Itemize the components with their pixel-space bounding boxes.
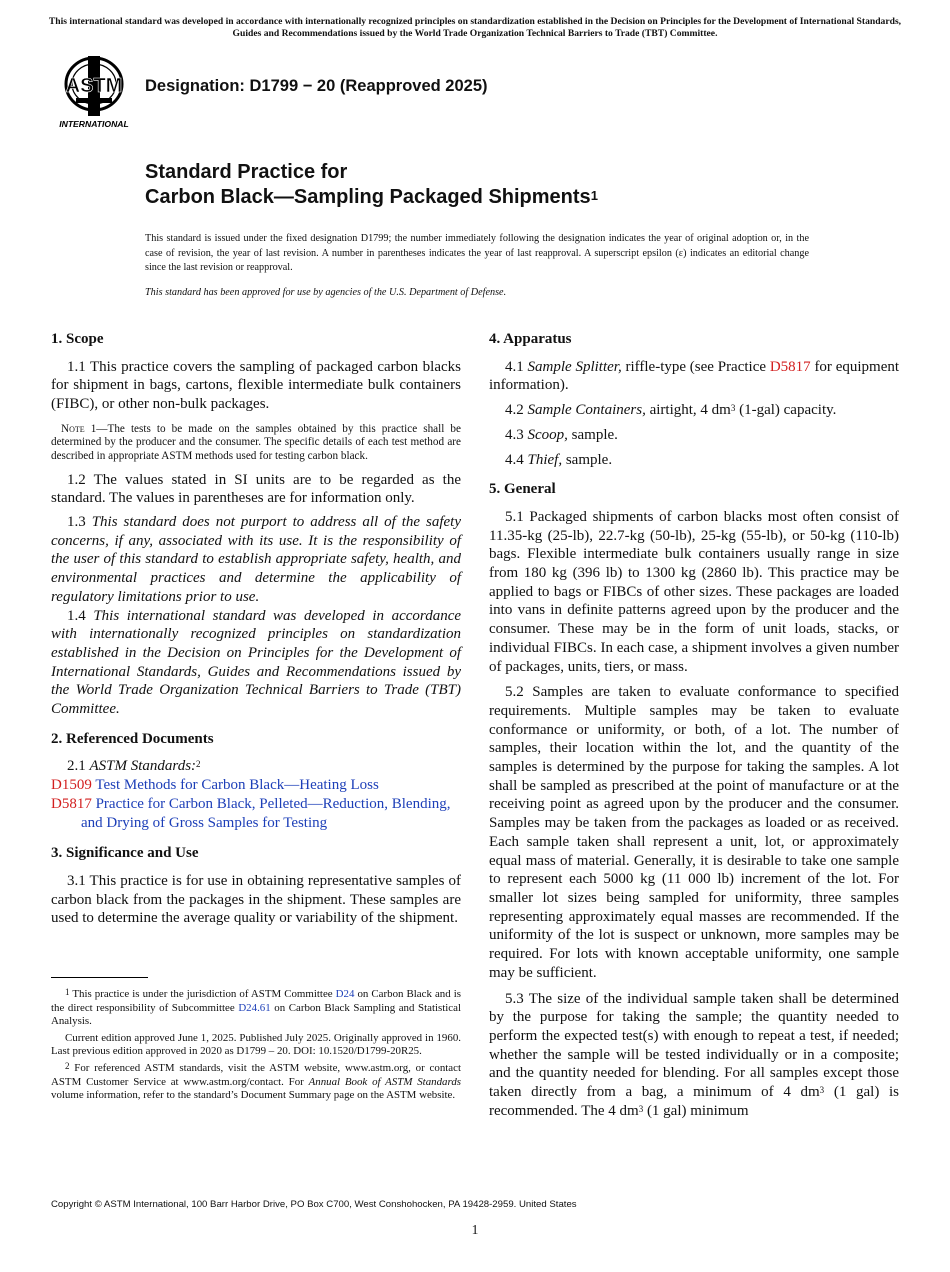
- para-2-1: [51, 757, 461, 776]
- para-4-4: [489, 451, 899, 470]
- para-4-3: [489, 426, 899, 445]
- title-footnote-marker: 1: [590, 188, 598, 203]
- para-4-1-text-a: riffle-type (see Practice: [625, 358, 767, 375]
- para-5-3-text-a: 5.3 The size of the individual sample taken shall be determined by the purpose for taking the sample; the quantity needed to perform the expected test(s) with enough to repeat a test, if needed; whether the sample will be tested individually or in a composite; and the quantity needed for blending. For all samples except those taken directly from a bag, a minimum of 4 dm: [489, 990, 899, 1101]
- section-2-heading: 2. Referenced Documents: [51, 730, 214, 747]
- left-column: [51, 330, 461, 928]
- title-line-1: Standard Practice for: [145, 161, 348, 183]
- title-text: Carbon Black—Sampling Packaged Shipments: [145, 186, 591, 208]
- para-5-3-superscript-1: 3: [819, 1085, 825, 1096]
- para-4-4-number: 4.4: [505, 451, 524, 468]
- footnote-2-label: 2: [65, 1060, 70, 1071]
- para-4-2-text-b: (1-gal) capacity.: [739, 402, 837, 419]
- section-1-heading: 1. Scope: [51, 331, 104, 347]
- para-1-4: [51, 607, 461, 719]
- para-4-1-number: 4.1: [505, 358, 524, 375]
- document-title: [145, 160, 598, 210]
- footnote-2-marker: 2: [196, 759, 201, 770]
- para-4-1: [489, 358, 899, 395]
- para-1-2: 1.2 The values stated in SI units are to be regarded as the standard. The values in parentheses are for information only.: [51, 471, 461, 507]
- note-1-label: Note 1: [61, 422, 97, 435]
- para-4-4-term: Thief,: [527, 451, 563, 468]
- para-1-4-text: This international standard was developed in accordance with internationally recognized principles on standardization established in the Decision on Principles for the Development of International Standards, Guides and Recommendations issued by the World Trade Organization Technical Barriers to Trade (TBT) Committee.: [51, 607, 462, 718]
- header-note: This international standard was developed in accordance with internationally recognized principles on standardization established in the Decision on Principles for the Development of International Standards, Guides and Recommendations issued by the World Trade Organization Technical Barriers to Trade (TBT) Committee.: [48, 16, 902, 40]
- title-line-2: [145, 185, 598, 210]
- para-4-1-term: Sample Splitter,: [527, 358, 622, 375]
- right-column: [489, 330, 899, 1120]
- para-4-2-superscript: 3: [730, 403, 736, 414]
- para-4-3-number: 4.3: [505, 426, 524, 443]
- footnote-1-text-b: on Carbon Black and is the direct responsibility of Subcommittee: [51, 988, 461, 1014]
- note-1: [51, 423, 461, 464]
- para-4-2-term: Sample Containers,: [527, 402, 646, 419]
- para-5-2: 5.2 Samples are taken to evaluate conformance to specified requirements. Multiple samples may be taken to evaluate conformance or uniformity, or both, of a lot. The number of samples, their location within the lot, and the quantity of the samples is determined by the purpose for taking the samples. A lot shall be sampled as prescribed at the point of manufacture or at the receiving point as agreed upon by the producer and the consumer. Samples may be taken from the packages as loaded or as received. Each sample taken shall represent a unit, lot, or approximately equal mass of material. Generally, it is desirable to take one sample to represent each 5000 kg (11 000 lb) increment of the lot. For smaller lot sizes being sampled for uniformity, three samples representing approximately equal masses are recommended. If the uniformity of the lot is suspect or unknown, more samples may be required. For lots with known acceptable uniformity, one sample may be sufficient.: [489, 684, 899, 981]
- para-1-4-number: 1.4: [67, 607, 86, 624]
- para-1-3: [51, 513, 461, 607]
- para-4-2-number: 4.2: [505, 402, 524, 419]
- footnote-1-edition: Current edition approved June 1, 2025. Published July 2025. Originally approved in 1960. Last previous edition approved in 2020 as D1799 – 20. DOI: 10.1520/D1799-20R25.: [51, 1031, 461, 1058]
- logo-subtext: INTERNATIONAL: [59, 119, 129, 129]
- para-3-1: 3.1 This practice is for use in obtaining representative samples of carbon black from the packages in the shipment. These samples are used to determine the average quality or variability of the shipment.: [51, 872, 461, 927]
- subcommittee-d24-61-link[interactable]: D24.61: [238, 1001, 271, 1014]
- para-4-3-text: sample.: [571, 426, 618, 443]
- footnote-1: [51, 988, 461, 1029]
- para-1-3-text: This standard does not purport to address all of the safety concerns, if any, associated with its use. It is the responsibility of the user of this standard to establish appropriate safety, health, and environmental practices and determine the applicability of regulatory limitations prior to use.: [51, 514, 462, 605]
- section-3-heading: 3. Significance and Use: [51, 845, 199, 862]
- footnote-rule: [51, 977, 148, 978]
- para-2-1-text: ASTM Standards:: [89, 758, 197, 775]
- para-5-3: [489, 990, 899, 1121]
- para-1-3-number: 1.3: [67, 514, 86, 530]
- footnotes: [51, 988, 461, 1103]
- para-4-2: [489, 401, 899, 420]
- copyright-notice: Copyright © ASTM International, 100 Barr Harbor Drive, PO Box C700, West Conshohocken, PA 19428-2959. United States: [51, 1199, 577, 1210]
- footnote-2: [51, 1062, 461, 1103]
- footnote-1-text-c: on Carbon Black Sampling and Statistical Analysis.: [51, 1001, 461, 1028]
- para-4-2-text-a: airtight, 4 dm: [649, 402, 731, 419]
- committee-d24-link[interactable]: D24: [335, 988, 355, 1000]
- section-5-heading: 5. General: [489, 481, 556, 498]
- para-1-1: 1.1 This practice covers the sampling of packaged carbon blacks for shipment in bags, cartons, flexible intermediate bulk containers (FIBC), or other non-bulk packages.: [51, 358, 461, 413]
- note-1-text: —The tests to be made on the samples obtained by this practice shall be determined by the producer and the consumer. The specific details of each test method are described in appropriate ASTM methods used for testing carbon black.: [51, 422, 461, 462]
- footnote-2-text-a: For referenced ASTM standards, visit the ASTM website, www.astm.org, or contact ASTM Customer Service at www.astm.org/contact. For: [51, 1061, 461, 1088]
- para-4-3-term: Scoop,: [527, 426, 568, 443]
- footnote-2-annual-book: Annual Book of ASTM Standards: [308, 1075, 462, 1088]
- dod-approval-statement: This standard has been approved for use by agencies of the U.S. Department of Defense.: [145, 287, 507, 298]
- reference-d5817-title[interactable]: Practice for Carbon Black, Pelleted—Reduction, Blending, and Drying of Gross Samples for Testing: [81, 795, 451, 831]
- reference-d1509[interactable]: [51, 776, 461, 795]
- reference-d5817[interactable]: [51, 795, 461, 832]
- para-4-4-text: sample.: [565, 451, 613, 468]
- para-5-3-text-b: (1 gal) is recommended. The 4 dm: [489, 1084, 899, 1119]
- para-2-1-number: 2.1: [67, 758, 86, 775]
- footnote-2-text-b: volume information, refer to the standard’s Document Summary page on the ASTM website.: [51, 1089, 456, 1102]
- para-4-1-text-b: for equipment information).: [489, 358, 900, 394]
- footnote-1-marker: 1: [65, 987, 70, 997]
- para-5-3-superscript-2: 3: [638, 1103, 644, 1114]
- footnote-1-text-a: This practice is under the jurisdiction of ASTM Committee: [72, 988, 333, 1000]
- reference-d5817-code[interactable]: D5817: [51, 795, 92, 812]
- reference-d1509-code[interactable]: D1509: [51, 777, 92, 794]
- page-number: 1: [471, 1222, 479, 1237]
- designation: Designation: D1799 − 20 (Reapproved 2025): [145, 77, 488, 95]
- logo-text: ASTM: [65, 75, 123, 97]
- astm-logo: [52, 54, 136, 132]
- practice-d5817-link[interactable]: D5817: [769, 358, 811, 375]
- para-5-3-text-c: (1 gal) minimum: [646, 1102, 749, 1119]
- issuance-statement: This standard is issued under the fixed designation D1799; the number immediately following the designation indicates the year of original adoption or, in the case of revision, the year of last revision. A number in parentheses indicates the year of last reapproval. A superscript epsilon (ε) indicates an editorial change since the last revision or reapproval.: [145, 233, 809, 274]
- para-5-1: 5.1 Packaged shipments of carbon blacks most often consist of 11.35-kg (25-lb), 22.7-kg (50-lb), 25-kg (55-lb), or 50-kg (110-lb) bags. Flexible intermediate bulk containers usually range in size from 180 kg (396 lb) to 1300 kg (2860 lb). This practice may be applied to bags or FIBCs of other sizes. These packages are loaded into vans in definite patterns agreed upon by the producer and the consumer. These may be in the form of unit loads, stacks, or individual FIBCs. In each case, a shipment involves a given number of packages, units, tiers, or mass.: [489, 508, 899, 675]
- reference-d1509-title[interactable]: Test Methods for Carbon Black—Heating Loss: [95, 777, 379, 794]
- section-4-heading: 4. Apparatus: [489, 331, 572, 347]
